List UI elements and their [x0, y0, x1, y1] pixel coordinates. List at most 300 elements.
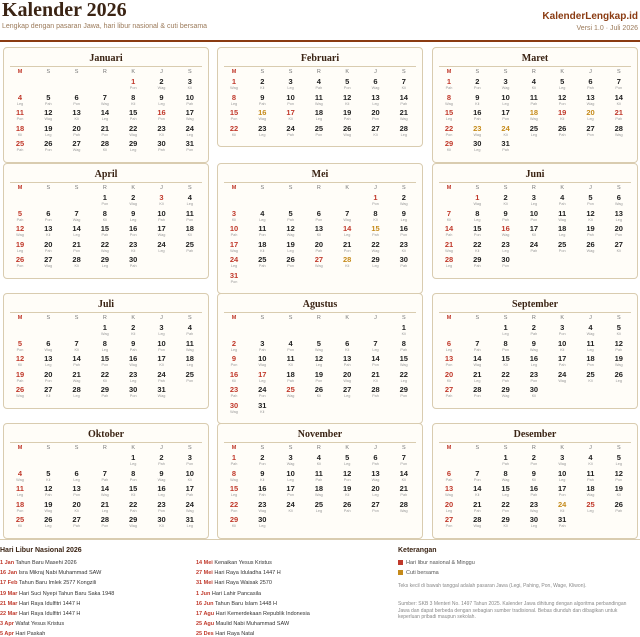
day-cell[interactable]: [9, 501, 31, 516]
day-cell[interactable]: [523, 241, 545, 256]
day-cell[interactable]: [122, 371, 144, 386]
day-cell[interactable]: [94, 94, 116, 109]
day-cell[interactable]: [336, 94, 358, 109]
day-cell[interactable]: [179, 355, 201, 370]
day-cell[interactable]: [608, 94, 630, 109]
day-cell[interactable]: [308, 501, 330, 516]
day-cell[interactable]: [9, 109, 31, 124]
day-cell[interactable]: [523, 78, 545, 93]
day-cell[interactable]: [580, 225, 602, 240]
day-cell[interactable]: [308, 210, 330, 225]
day-cell[interactable]: [179, 485, 201, 500]
day-cell[interactable]: [393, 485, 415, 500]
day-cell[interactable]: [280, 125, 302, 140]
day-cell[interactable]: [251, 470, 273, 485]
day-cell[interactable]: [393, 94, 415, 109]
day-cell[interactable]: [495, 340, 517, 355]
day-cell[interactable]: [223, 501, 245, 516]
day-cell[interactable]: [365, 125, 387, 140]
day-cell[interactable]: [466, 194, 488, 209]
day-cell[interactable]: [608, 78, 630, 93]
day-cell[interactable]: [495, 485, 517, 500]
day-cell[interactable]: [280, 94, 302, 109]
day-cell[interactable]: [66, 501, 88, 516]
day-cell[interactable]: [37, 386, 59, 401]
day-cell[interactable]: [66, 225, 88, 240]
day-cell[interactable]: [608, 210, 630, 225]
day-cell[interactable]: [580, 94, 602, 109]
day-cell[interactable]: [438, 125, 460, 140]
day-cell[interactable]: [523, 454, 545, 469]
day-cell[interactable]: [551, 324, 573, 339]
day-cell[interactable]: [523, 194, 545, 209]
day-cell[interactable]: [251, 125, 273, 140]
day-cell[interactable]: [466, 140, 488, 155]
day-cell[interactable]: [179, 125, 201, 140]
day-cell[interactable]: [223, 485, 245, 500]
day-cell[interactable]: [466, 340, 488, 355]
day-cell[interactable]: [308, 256, 330, 271]
day-cell[interactable]: [523, 371, 545, 386]
day-cell[interactable]: [151, 94, 173, 109]
day-cell[interactable]: [251, 386, 273, 401]
day-cell[interactable]: [9, 470, 31, 485]
day-cell[interactable]: [251, 485, 273, 500]
day-cell[interactable]: [365, 78, 387, 93]
day-cell[interactable]: [94, 125, 116, 140]
day-cell[interactable]: [551, 225, 573, 240]
day-cell[interactable]: [495, 109, 517, 124]
day-cell[interactable]: [608, 340, 630, 355]
day-cell[interactable]: [94, 340, 116, 355]
day-cell[interactable]: [466, 355, 488, 370]
day-cell[interactable]: [223, 454, 245, 469]
day-cell[interactable]: [523, 324, 545, 339]
day-cell[interactable]: [365, 109, 387, 124]
day-cell[interactable]: [122, 386, 144, 401]
day-cell[interactable]: [365, 501, 387, 516]
day-cell[interactable]: [37, 485, 59, 500]
day-cell[interactable]: [495, 210, 517, 225]
day-cell[interactable]: [37, 470, 59, 485]
day-cell[interactable]: [438, 256, 460, 271]
day-cell[interactable]: [551, 109, 573, 124]
day-cell[interactable]: [223, 125, 245, 140]
day-cell[interactable]: [94, 210, 116, 225]
day-cell[interactable]: [608, 194, 630, 209]
day-cell[interactable]: [179, 454, 201, 469]
day-cell[interactable]: [365, 241, 387, 256]
day-cell[interactable]: [523, 340, 545, 355]
day-cell[interactable]: [37, 501, 59, 516]
day-cell[interactable]: [223, 109, 245, 124]
day-cell[interactable]: [580, 125, 602, 140]
day-cell[interactable]: [523, 516, 545, 531]
day-cell[interactable]: [66, 241, 88, 256]
day-cell[interactable]: [9, 210, 31, 225]
day-cell[interactable]: [94, 516, 116, 531]
day-cell[interactable]: [151, 470, 173, 485]
day-cell[interactable]: [580, 194, 602, 209]
day-cell[interactable]: [122, 210, 144, 225]
day-cell[interactable]: [223, 94, 245, 109]
day-cell[interactable]: [37, 516, 59, 531]
day-cell[interactable]: [393, 109, 415, 124]
day-cell[interactable]: [308, 125, 330, 140]
day-cell[interactable]: [393, 256, 415, 271]
day-cell[interactable]: [336, 485, 358, 500]
day-cell[interactable]: [466, 225, 488, 240]
day-cell[interactable]: [280, 454, 302, 469]
day-cell[interactable]: [495, 501, 517, 516]
day-cell[interactable]: [365, 485, 387, 500]
day-cell[interactable]: [122, 454, 144, 469]
day-cell[interactable]: [608, 470, 630, 485]
day-cell[interactable]: [66, 94, 88, 109]
day-cell[interactable]: [580, 501, 602, 516]
day-cell[interactable]: [365, 355, 387, 370]
day-cell[interactable]: [523, 210, 545, 225]
day-cell[interactable]: [336, 454, 358, 469]
day-cell[interactable]: [151, 485, 173, 500]
day-cell[interactable]: [37, 225, 59, 240]
day-cell[interactable]: [551, 210, 573, 225]
day-cell[interactable]: [223, 386, 245, 401]
day-cell[interactable]: [151, 210, 173, 225]
day-cell[interactable]: [9, 386, 31, 401]
day-cell[interactable]: [94, 371, 116, 386]
day-cell[interactable]: [495, 194, 517, 209]
day-cell[interactable]: [365, 371, 387, 386]
day-cell[interactable]: [223, 241, 245, 256]
day-cell[interactable]: [393, 470, 415, 485]
day-cell[interactable]: [179, 109, 201, 124]
day-cell[interactable]: [308, 371, 330, 386]
day-cell[interactable]: [66, 210, 88, 225]
day-cell[interactable]: [365, 225, 387, 240]
day-cell[interactable]: [393, 454, 415, 469]
day-cell[interactable]: [365, 194, 387, 209]
day-cell[interactable]: [580, 109, 602, 124]
day-cell[interactable]: [122, 340, 144, 355]
day-cell[interactable]: [551, 241, 573, 256]
day-cell[interactable]: [466, 386, 488, 401]
day-cell[interactable]: [179, 94, 201, 109]
day-cell[interactable]: [251, 225, 273, 240]
day-cell[interactable]: [580, 355, 602, 370]
day-cell[interactable]: [251, 256, 273, 271]
day-cell[interactable]: [608, 355, 630, 370]
day-cell[interactable]: [122, 241, 144, 256]
day-cell[interactable]: [523, 109, 545, 124]
day-cell[interactable]: [66, 386, 88, 401]
day-cell[interactable]: [551, 485, 573, 500]
day-cell[interactable]: [280, 256, 302, 271]
day-cell[interactable]: [66, 355, 88, 370]
day-cell[interactable]: [523, 485, 545, 500]
day-cell[interactable]: [251, 210, 273, 225]
day-cell[interactable]: [308, 241, 330, 256]
day-cell[interactable]: [94, 470, 116, 485]
day-cell[interactable]: [66, 371, 88, 386]
day-cell[interactable]: [9, 340, 31, 355]
day-cell[interactable]: [151, 340, 173, 355]
day-cell[interactable]: [308, 94, 330, 109]
day-cell[interactable]: [280, 355, 302, 370]
day-cell[interactable]: [466, 94, 488, 109]
day-cell[interactable]: [495, 454, 517, 469]
day-cell[interactable]: [251, 241, 273, 256]
day-cell[interactable]: [37, 256, 59, 271]
day-cell[interactable]: [393, 340, 415, 355]
day-cell[interactable]: [37, 210, 59, 225]
day-cell[interactable]: [523, 125, 545, 140]
day-cell[interactable]: [523, 501, 545, 516]
day-cell[interactable]: [66, 516, 88, 531]
day-cell[interactable]: [308, 470, 330, 485]
day-cell[interactable]: [438, 470, 460, 485]
day-cell[interactable]: [608, 324, 630, 339]
day-cell[interactable]: [336, 78, 358, 93]
day-cell[interactable]: [336, 386, 358, 401]
day-cell[interactable]: [438, 340, 460, 355]
day-cell[interactable]: [580, 241, 602, 256]
day-cell[interactable]: [466, 470, 488, 485]
day-cell[interactable]: [151, 516, 173, 531]
day-cell[interactable]: [308, 109, 330, 124]
day-cell[interactable]: [9, 125, 31, 140]
day-cell[interactable]: [66, 485, 88, 500]
day-cell[interactable]: [365, 386, 387, 401]
day-cell[interactable]: [151, 225, 173, 240]
day-cell[interactable]: [466, 371, 488, 386]
day-cell[interactable]: [280, 386, 302, 401]
day-cell[interactable]: [308, 355, 330, 370]
day-cell[interactable]: [122, 140, 144, 155]
day-cell[interactable]: [495, 125, 517, 140]
day-cell[interactable]: [122, 94, 144, 109]
day-cell[interactable]: [466, 501, 488, 516]
day-cell[interactable]: [151, 109, 173, 124]
day-cell[interactable]: [9, 355, 31, 370]
day-cell[interactable]: [608, 485, 630, 500]
day-cell[interactable]: [365, 454, 387, 469]
day-cell[interactable]: [336, 371, 358, 386]
day-cell[interactable]: [438, 355, 460, 370]
day-cell[interactable]: [179, 501, 201, 516]
day-cell[interactable]: [438, 109, 460, 124]
day-cell[interactable]: [223, 256, 245, 271]
day-cell[interactable]: [336, 256, 358, 271]
day-cell[interactable]: [466, 256, 488, 271]
day-cell[interactable]: [251, 355, 273, 370]
day-cell[interactable]: [393, 501, 415, 516]
day-cell[interactable]: [551, 371, 573, 386]
day-cell[interactable]: [179, 470, 201, 485]
day-cell[interactable]: [9, 485, 31, 500]
day-cell[interactable]: [393, 78, 415, 93]
day-cell[interactable]: [336, 210, 358, 225]
day-cell[interactable]: [151, 355, 173, 370]
day-cell[interactable]: [37, 140, 59, 155]
day-cell[interactable]: [365, 210, 387, 225]
day-cell[interactable]: [179, 324, 201, 339]
day-cell[interactable]: [37, 355, 59, 370]
day-cell[interactable]: [466, 241, 488, 256]
day-cell[interactable]: [608, 125, 630, 140]
day-cell[interactable]: [336, 355, 358, 370]
day-cell[interactable]: [94, 256, 116, 271]
day-cell[interactable]: [495, 225, 517, 240]
day-cell[interactable]: [495, 386, 517, 401]
day-cell[interactable]: [438, 501, 460, 516]
day-cell[interactable]: [551, 355, 573, 370]
day-cell[interactable]: [122, 225, 144, 240]
day-cell[interactable]: [580, 324, 602, 339]
day-cell[interactable]: [336, 340, 358, 355]
day-cell[interactable]: [308, 340, 330, 355]
day-cell[interactable]: [438, 516, 460, 531]
day-cell[interactable]: [495, 470, 517, 485]
day-cell[interactable]: [393, 194, 415, 209]
day-cell[interactable]: [308, 386, 330, 401]
day-cell[interactable]: [223, 516, 245, 531]
day-cell[interactable]: [151, 241, 173, 256]
day-cell[interactable]: [94, 140, 116, 155]
day-cell[interactable]: [551, 340, 573, 355]
day-cell[interactable]: [438, 94, 460, 109]
day-cell[interactable]: [223, 210, 245, 225]
day-cell[interactable]: [608, 501, 630, 516]
day-cell[interactable]: [223, 371, 245, 386]
day-cell[interactable]: [393, 355, 415, 370]
day-cell[interactable]: [223, 225, 245, 240]
day-cell[interactable]: [37, 109, 59, 124]
day-cell[interactable]: [308, 454, 330, 469]
day-cell[interactable]: [280, 241, 302, 256]
day-cell[interactable]: [523, 94, 545, 109]
day-cell[interactable]: [580, 485, 602, 500]
day-cell[interactable]: [251, 340, 273, 355]
day-cell[interactable]: [94, 386, 116, 401]
day-cell[interactable]: [251, 516, 273, 531]
day-cell[interactable]: [223, 78, 245, 93]
day-cell[interactable]: [280, 340, 302, 355]
day-cell[interactable]: [438, 78, 460, 93]
day-cell[interactable]: [37, 371, 59, 386]
day-cell[interactable]: [495, 241, 517, 256]
day-cell[interactable]: [66, 109, 88, 124]
day-cell[interactable]: [393, 241, 415, 256]
day-cell[interactable]: [393, 125, 415, 140]
day-cell[interactable]: [466, 109, 488, 124]
day-cell[interactable]: [608, 241, 630, 256]
day-cell[interactable]: [551, 78, 573, 93]
day-cell[interactable]: [438, 225, 460, 240]
day-cell[interactable]: [151, 324, 173, 339]
day-cell[interactable]: [280, 225, 302, 240]
day-cell[interactable]: [551, 454, 573, 469]
day-cell[interactable]: [336, 109, 358, 124]
day-cell[interactable]: [179, 194, 201, 209]
day-cell[interactable]: [94, 225, 116, 240]
day-cell[interactable]: [495, 516, 517, 531]
day-cell[interactable]: [122, 125, 144, 140]
day-cell[interactable]: [251, 454, 273, 469]
day-cell[interactable]: [151, 454, 173, 469]
day-cell[interactable]: [551, 470, 573, 485]
day-cell[interactable]: [66, 125, 88, 140]
day-cell[interactable]: [179, 340, 201, 355]
day-cell[interactable]: [280, 371, 302, 386]
day-cell[interactable]: [393, 386, 415, 401]
day-cell[interactable]: [251, 94, 273, 109]
day-cell[interactable]: [336, 125, 358, 140]
day-cell[interactable]: [122, 256, 144, 271]
day-cell[interactable]: [523, 386, 545, 401]
day-cell[interactable]: [179, 78, 201, 93]
day-cell[interactable]: [336, 225, 358, 240]
day-cell[interactable]: [608, 109, 630, 124]
day-cell[interactable]: [580, 371, 602, 386]
day-cell[interactable]: [179, 371, 201, 386]
day-cell[interactable]: [122, 470, 144, 485]
day-cell[interactable]: [393, 225, 415, 240]
day-cell[interactable]: [608, 454, 630, 469]
day-cell[interactable]: [280, 78, 302, 93]
day-cell[interactable]: [551, 94, 573, 109]
day-cell[interactable]: [151, 194, 173, 209]
day-cell[interactable]: [122, 324, 144, 339]
day-cell[interactable]: [551, 501, 573, 516]
day-cell[interactable]: [223, 402, 245, 417]
day-cell[interactable]: [251, 402, 273, 417]
day-cell[interactable]: [151, 371, 173, 386]
day-cell[interactable]: [308, 225, 330, 240]
day-cell[interactable]: [495, 355, 517, 370]
day-cell[interactable]: [495, 256, 517, 271]
day-cell[interactable]: [551, 516, 573, 531]
day-cell[interactable]: [179, 225, 201, 240]
day-cell[interactable]: [37, 241, 59, 256]
day-cell[interactable]: [308, 485, 330, 500]
day-cell[interactable]: [308, 78, 330, 93]
day-cell[interactable]: [9, 256, 31, 271]
day-cell[interactable]: [66, 140, 88, 155]
day-cell[interactable]: [393, 371, 415, 386]
day-cell[interactable]: [580, 340, 602, 355]
day-cell[interactable]: [280, 470, 302, 485]
day-cell[interactable]: [122, 78, 144, 93]
day-cell[interactable]: [66, 340, 88, 355]
day-cell[interactable]: [393, 324, 415, 339]
day-cell[interactable]: [122, 516, 144, 531]
day-cell[interactable]: [251, 78, 273, 93]
day-cell[interactable]: [523, 225, 545, 240]
day-cell[interactable]: [9, 140, 31, 155]
day-cell[interactable]: [365, 94, 387, 109]
day-cell[interactable]: [495, 140, 517, 155]
day-cell[interactable]: [336, 241, 358, 256]
day-cell[interactable]: [551, 125, 573, 140]
day-cell[interactable]: [9, 225, 31, 240]
day-cell[interactable]: [251, 371, 273, 386]
day-cell[interactable]: [365, 256, 387, 271]
day-cell[interactable]: [151, 501, 173, 516]
day-cell[interactable]: [466, 125, 488, 140]
day-cell[interactable]: [336, 470, 358, 485]
day-cell[interactable]: [94, 194, 116, 209]
